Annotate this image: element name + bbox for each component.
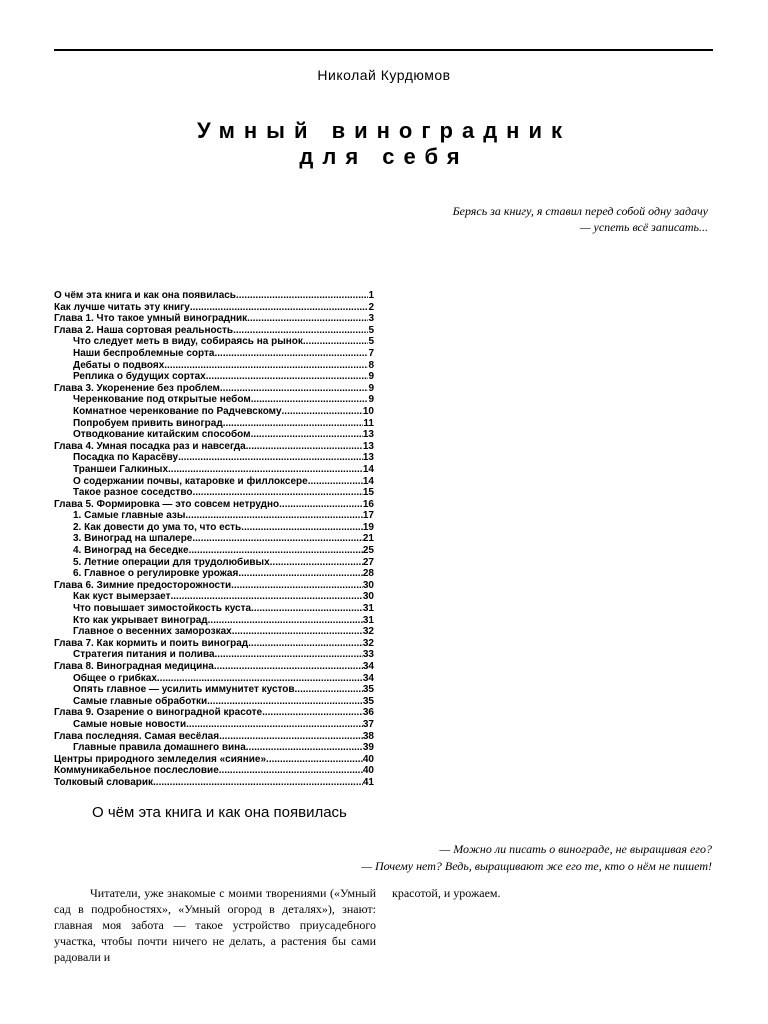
toc-entry-title: 4. Виноград на беседке bbox=[73, 545, 189, 557]
toc-entry[interactable] bbox=[54, 476, 374, 488]
toc-entry-title: Как лучше читать эту книгу bbox=[54, 301, 190, 313]
toc-entry-title: Комнатное черенкование по Радчевскому bbox=[73, 405, 282, 417]
toc-leader-dots bbox=[164, 360, 368, 372]
toc-entry[interactable] bbox=[54, 568, 374, 580]
toc-leader-dots bbox=[207, 696, 363, 708]
toc-leader-dots bbox=[233, 325, 368, 337]
toc-entry-title: Как куст вымерзает bbox=[73, 591, 171, 603]
toc-leader-dots bbox=[236, 290, 368, 302]
toc-leader-dots bbox=[270, 557, 363, 569]
toc-entry-title: Стратегия питания и полива bbox=[73, 649, 215, 661]
toc-entry-page: 13 bbox=[362, 429, 374, 441]
toc-entry[interactable] bbox=[54, 591, 374, 603]
toc-entry[interactable] bbox=[54, 522, 374, 534]
toc-entry-title: Такое разное соседство bbox=[73, 487, 193, 499]
toc-entry[interactable] bbox=[54, 765, 374, 777]
toc-entry-title: 1. Самые главные азы bbox=[73, 510, 186, 522]
toc-leader-dots bbox=[279, 499, 363, 511]
toc-entry-title: О содержании почвы, катаровке и филлоксере bbox=[73, 475, 308, 487]
toc-leader-dots bbox=[157, 673, 363, 685]
toc-entry[interactable] bbox=[54, 302, 374, 314]
toc-leader-dots bbox=[238, 568, 363, 580]
book-title-line-2: для себя bbox=[299, 144, 469, 169]
toc-entry-page: 30 bbox=[362, 579, 374, 591]
toc-entry-page: 34 bbox=[362, 672, 374, 684]
epigraph-line-1: Берясь за книгу, я ставил перед собой одну задачу bbox=[452, 204, 708, 218]
toc-entry-title: Черенкование под открытые небом bbox=[73, 394, 251, 406]
toc-entry-page: 38 bbox=[362, 730, 374, 742]
toc-entry-page: 8 bbox=[368, 359, 374, 371]
toc-leader-dots bbox=[186, 719, 363, 731]
toc-entry-page: 28 bbox=[362, 568, 374, 580]
toc-entry-page: 11 bbox=[363, 417, 374, 429]
toc-entry-title: Глава последняя. Самая весёлая bbox=[54, 730, 220, 742]
toc-entry[interactable] bbox=[54, 487, 374, 499]
toc-entry-page: 34 bbox=[362, 661, 374, 672]
toc-entry[interactable] bbox=[54, 696, 374, 708]
toc-leader-dots bbox=[247, 313, 368, 325]
toc-entry-title: Посадка по Карасёву bbox=[73, 452, 179, 464]
toc-leader-dots bbox=[220, 383, 369, 395]
toc-entry-page: 14 bbox=[362, 475, 374, 487]
toc-entry[interactable] bbox=[54, 557, 374, 569]
toc-entry-title: Глава 4. Умная посадка раз и навсегда bbox=[54, 440, 246, 452]
toc-entry-title: Траншеи Галкиных bbox=[73, 463, 169, 475]
toc-leader-dots bbox=[246, 441, 363, 453]
epigraph-line-2: — успеть всё записать... bbox=[579, 220, 708, 234]
table-of-contents bbox=[54, 290, 374, 789]
toc-entry[interactable] bbox=[54, 731, 374, 743]
toc-entry-title: Наши беспроблемные сорта bbox=[73, 347, 215, 359]
toc-entry-page: 40 bbox=[362, 753, 374, 765]
toc-entry-title: Глава 9. Озарение о виноградной красоте bbox=[54, 707, 263, 719]
toc-entry-title: Что следует меть в виду, собираясь на рынок bbox=[73, 336, 303, 348]
body-text-left-column: Читатели, уже знакомые с моими творениями («Умный сад в подробностях», «Умный огород в деталях»), знают: главная моя забота — такое устройство приусадебного участка, чтобы почти ничего не делать, а растения бы сами радовали и bbox=[54, 886, 376, 964]
top-rule bbox=[54, 49, 713, 51]
toc-leader-dots bbox=[214, 348, 368, 360]
body-text-right-column: красотой, и урожаем. bbox=[392, 886, 501, 900]
toc-leader-dots bbox=[251, 429, 363, 441]
toc-entry-title: 5. Летние операции для трудолюбивых bbox=[73, 556, 270, 568]
toc-entry[interactable] bbox=[54, 325, 374, 337]
toc-entry-title: Самые новые новости bbox=[73, 718, 187, 730]
toc-leader-dots bbox=[215, 649, 363, 661]
toc-entry-page: 7 bbox=[368, 347, 374, 359]
toc-entry[interactable] bbox=[54, 290, 374, 302]
toc-entry-page: 32 bbox=[362, 637, 374, 649]
toc-entry[interactable] bbox=[54, 742, 374, 754]
toc-entry-title: Отводкование китайским способом bbox=[73, 429, 251, 441]
toc-entry-page: 40 bbox=[362, 765, 374, 777]
toc-leader-dots bbox=[232, 626, 363, 638]
toc-leader-dots bbox=[178, 452, 363, 464]
toc-entry-page: 3 bbox=[368, 313, 374, 325]
toc-entry-page: 35 bbox=[362, 695, 374, 707]
toc-entry-title: Реплика о будущих сортах bbox=[73, 371, 206, 383]
toc-entry[interactable] bbox=[54, 615, 374, 627]
toc-leader-dots bbox=[282, 406, 363, 418]
toc-entry-page: 9 bbox=[368, 371, 374, 383]
book-title-line-1: Умный виноградник bbox=[197, 118, 571, 143]
toc-entry[interactable] bbox=[54, 777, 374, 789]
toc-leader-dots bbox=[190, 302, 369, 314]
toc-entry-page: 5 bbox=[368, 324, 374, 336]
toc-entry-page: 39 bbox=[362, 742, 374, 754]
toc-entry[interactable] bbox=[54, 673, 374, 685]
toc-entry-title: Глава 5. Формировка — это совсем нетрудно bbox=[54, 498, 280, 510]
toc-leader-dots bbox=[219, 765, 363, 777]
toc-entry-title: Коммуникабельное послесловие bbox=[54, 765, 219, 777]
toc-entry-title: О чём эта книга и как она появилась bbox=[54, 290, 236, 301]
toc-entry-title: Толковый словарик bbox=[54, 776, 154, 788]
toc-leader-dots bbox=[251, 394, 369, 406]
toc-entry-page: 33 bbox=[362, 649, 374, 661]
toc-entry[interactable] bbox=[54, 603, 374, 615]
toc-leader-dots bbox=[189, 545, 363, 557]
toc-leader-dots bbox=[303, 336, 369, 348]
toc-entry-page: 16 bbox=[362, 498, 374, 510]
toc-entry-page: 13 bbox=[362, 440, 374, 452]
toc-entry-page: 10 bbox=[362, 405, 374, 417]
toc-entry-title: Глава 3. Укоренение без проблем bbox=[54, 382, 220, 394]
toc-leader-dots bbox=[251, 603, 363, 615]
toc-entry-title: Глава 8. Виноградная медицина bbox=[54, 661, 214, 672]
toc-entry-title: 3. Виноград на шпалере bbox=[73, 533, 193, 545]
toc-entry-title: Центры природного земледелия «сияние» bbox=[54, 753, 267, 765]
section-heading: О чём эта книга и как она появилась bbox=[92, 804, 347, 821]
toc-leader-dots bbox=[192, 533, 363, 545]
toc-entry-title: Глава 2. Наша сортовая реальность bbox=[54, 324, 234, 336]
toc-entry-title: Дебаты о подвоях bbox=[73, 359, 165, 371]
toc-entry[interactable] bbox=[54, 464, 374, 476]
toc-entry[interactable] bbox=[54, 649, 374, 661]
toc-entry-title: Самые главные обработки bbox=[73, 695, 208, 707]
toc-entry-page: 36 bbox=[362, 707, 374, 719]
toc-entry-title: Что повышает зимостойкость куста bbox=[73, 603, 252, 615]
toc-entry-title: 2. Как довести до ума то, что есть bbox=[73, 521, 242, 533]
toc-entry-page: 13 bbox=[362, 452, 374, 464]
toc-entry-page: 1 bbox=[368, 290, 374, 301]
toc-leader-dots bbox=[192, 487, 362, 499]
toc-entry-page: 37 bbox=[362, 718, 374, 730]
toc-entry[interactable] bbox=[54, 545, 374, 557]
dialog-epigraph bbox=[361, 841, 712, 875]
toc-leader-dots bbox=[266, 754, 363, 766]
toc-leader-dots bbox=[206, 371, 369, 383]
toc-entry[interactable] bbox=[54, 533, 374, 545]
toc-entry-title: Глава 1. Что такое умный виноградник bbox=[54, 313, 248, 325]
toc-entry-title: Главные правила домашнего вина bbox=[73, 742, 246, 754]
toc-leader-dots bbox=[295, 684, 363, 696]
dialog-line-1: — Можно ли писать о винограде, не выращивая его? bbox=[439, 842, 712, 856]
toc-entry[interactable] bbox=[54, 406, 374, 418]
dialog-line-2: — Почему нет? Ведь, выращивают же его те, кто о нём не пишет! bbox=[361, 859, 712, 873]
toc-entry[interactable] bbox=[54, 360, 374, 372]
toc-leader-dots bbox=[241, 522, 363, 534]
author-name: Николай Курдюмов bbox=[317, 67, 451, 83]
toc-entry-page: 35 bbox=[362, 684, 374, 696]
toc-entry-page: 32 bbox=[362, 626, 374, 638]
toc-entry[interactable] bbox=[54, 383, 374, 395]
toc-entry-title: Глава 6. Зимние предосторожности bbox=[54, 579, 232, 591]
toc-entry-page: 31 bbox=[362, 603, 374, 615]
toc-leader-dots bbox=[170, 591, 362, 603]
toc-leader-dots bbox=[185, 510, 362, 522]
toc-entry[interactable] bbox=[54, 348, 374, 360]
epigraph bbox=[453, 203, 708, 235]
toc-entry-page: 5 bbox=[368, 336, 374, 348]
toc-entry[interactable] bbox=[54, 418, 374, 430]
toc-entry[interactable] bbox=[54, 394, 374, 406]
toc-entry[interactable] bbox=[54, 661, 374, 673]
toc-entry-page: 9 bbox=[368, 382, 374, 394]
toc-entry[interactable] bbox=[54, 580, 374, 592]
toc-entry[interactable] bbox=[54, 371, 374, 383]
toc-entry-title: Кто как укрывает виноград bbox=[73, 614, 208, 626]
toc-entry-page: 19 bbox=[362, 521, 374, 533]
toc-entry-page: 21 bbox=[362, 533, 374, 545]
toc-entry-page: 2 bbox=[368, 301, 374, 313]
toc-entry-page: 27 bbox=[362, 556, 374, 568]
toc-entry-page: 14 bbox=[362, 463, 374, 475]
toc-leader-dots bbox=[246, 742, 363, 754]
toc-entry-title: 6. Главное о регулировке урожая bbox=[73, 568, 239, 580]
toc-leader-dots bbox=[208, 615, 363, 627]
toc-entry[interactable] bbox=[54, 707, 374, 719]
toc-leader-dots bbox=[219, 731, 363, 743]
toc-entry[interactable] bbox=[54, 754, 374, 766]
toc-leader-dots bbox=[262, 707, 363, 719]
toc-entry[interactable] bbox=[54, 719, 374, 731]
toc-entry-title: Попробуем привить виноград bbox=[73, 417, 223, 429]
toc-leader-dots bbox=[153, 777, 363, 789]
toc-entry-page: 15 bbox=[362, 487, 374, 499]
toc-entry-page: 31 bbox=[362, 614, 374, 626]
toc-entry-title: Глава 7. Как кормить и поить виноград bbox=[54, 637, 249, 649]
toc-leader-dots bbox=[308, 476, 363, 488]
toc-entry[interactable] bbox=[54, 684, 374, 696]
toc-entry-page: 41 bbox=[362, 776, 374, 788]
toc-leader-dots bbox=[214, 661, 363, 673]
toc-entry[interactable] bbox=[54, 638, 374, 650]
toc-entry-page: 30 bbox=[362, 591, 374, 603]
toc-leader-dots bbox=[231, 580, 363, 592]
toc-entry[interactable] bbox=[54, 452, 374, 464]
toc-entry[interactable] bbox=[54, 336, 374, 348]
toc-leader-dots bbox=[248, 638, 363, 650]
toc-entry[interactable] bbox=[54, 313, 374, 325]
toc-entry-page: 9 bbox=[368, 394, 374, 406]
toc-leader-dots bbox=[168, 464, 363, 476]
toc-entry-title: Общее о грибках bbox=[73, 672, 157, 684]
toc-entry[interactable] bbox=[54, 499, 374, 511]
toc-entry-page: 25 bbox=[362, 545, 374, 557]
toc-entry-title: Опять главное — усилить иммунитет кустов bbox=[73, 684, 295, 696]
toc-entry[interactable] bbox=[54, 441, 374, 453]
toc-entry[interactable] bbox=[54, 626, 374, 638]
toc-entry[interactable] bbox=[54, 429, 374, 441]
toc-entry-title: Главное о весенних заморозках bbox=[73, 626, 232, 638]
toc-entry-page: 17 bbox=[362, 510, 374, 522]
toc-entry[interactable] bbox=[54, 510, 374, 522]
toc-leader-dots bbox=[223, 418, 364, 430]
